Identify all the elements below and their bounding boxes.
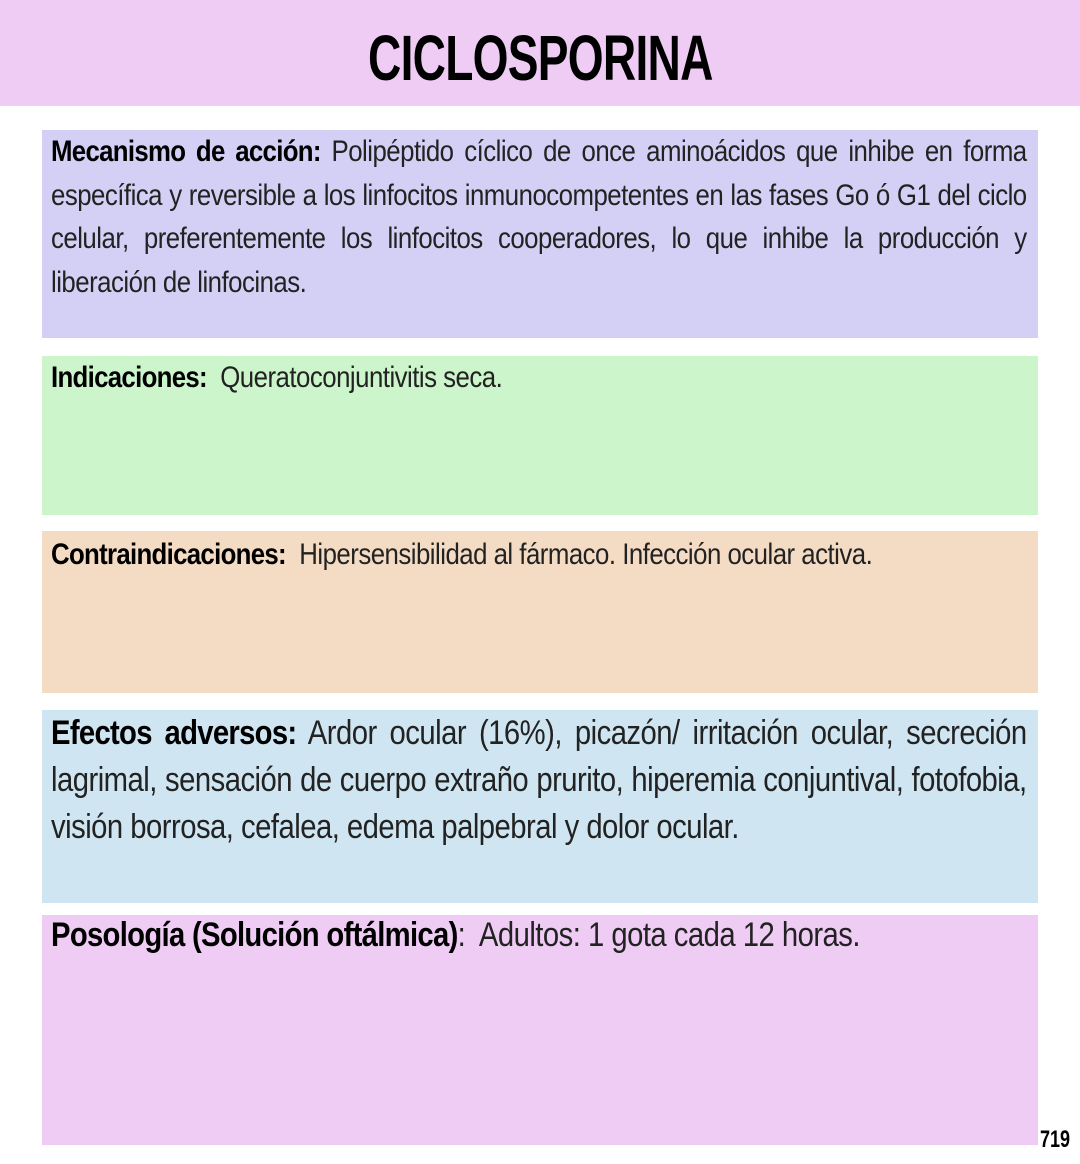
section-efectos-adversos (42, 710, 1038, 903)
page-title: CICLOSPORINA (367, 22, 713, 94)
section-label: Indicaciones: (51, 361, 207, 394)
section-mecanismo (42, 130, 1038, 338)
section-text: : Adultos: 1 gota cada 12 horas. (457, 916, 861, 954)
section-text: Ardor ocular (16%), picazón/ irritación ocular, secreción lagrimal, sensación de cuerpo extraño prurito, hiperemia conjuntival, fotofobia, visión borrosa, cefalea, edema palpebral y dolor ocular. (51, 714, 1027, 846)
page-number: 719 (1040, 1126, 1071, 1153)
section-contraindicaciones (42, 531, 1038, 693)
section-label: Mecanismo de acción: (51, 135, 321, 168)
section-text: Queratoconjuntivitis seca. (206, 361, 503, 394)
page-header (0, 0, 1080, 106)
section-label: Posología (Solución oftálmica) (51, 916, 458, 954)
section-posologia (42, 915, 1038, 1145)
section-text: Polipéptido cíclico de once aminoácidos que inhibe en forma específica y reversible a los linfocitos inmunocompetentes en las fases Go ó G1 del ciclo celular, preferentemente los linfocitos cooperadores, lo que inhibe la producción y liberación de linfocinas. (51, 135, 1027, 299)
section-text: Hipersensibilidad al fármaco. Infección ocular activa. (285, 538, 873, 571)
section-indicaciones (42, 356, 1038, 515)
section-label: Efectos adversos: (51, 714, 297, 752)
section-label: Contraindicaciones: (51, 538, 286, 571)
